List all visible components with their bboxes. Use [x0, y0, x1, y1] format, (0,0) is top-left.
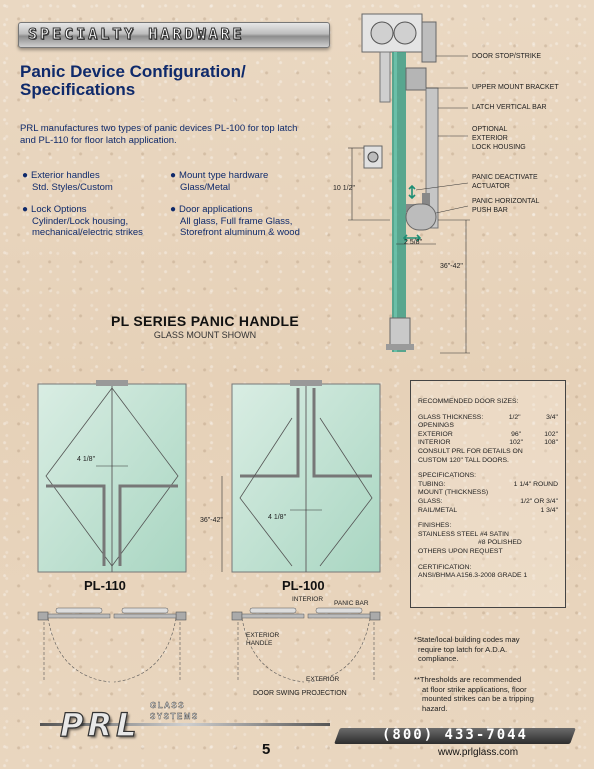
spec-certification-value: ANSI/BHMA A156.3-2008 GRADE 1	[418, 572, 528, 580]
page-title	[20, 63, 320, 99]
label-optional-line3: LOCK HOUSING	[472, 144, 526, 151]
pl100-label: PL-100	[282, 578, 325, 593]
specifications-box	[410, 380, 566, 608]
bullet-exterior-handles	[22, 170, 172, 193]
dim-depth: 2 5/8"	[404, 239, 423, 246]
label-actuator-line1: PANIC DEACTIVATE	[472, 174, 538, 181]
bullet-detail: Cylinder/Lock housing,	[32, 215, 129, 227]
section-subtitle: GLASS MOUNT SHOWN	[153, 330, 257, 340]
pl110-door-diagram	[38, 378, 188, 574]
bullet-door-applications	[170, 204, 345, 239]
spec-label: INTERIOR	[418, 439, 451, 447]
label-actuator	[472, 173, 538, 191]
page-number: 5	[262, 741, 271, 758]
bullet-title: Mount type hardware	[179, 170, 269, 181]
spec-value: 1 3/4"	[540, 506, 558, 514]
spec-mount: MOUNT (THICKNESS)	[418, 489, 489, 497]
phone-number: (800) 433-7044	[381, 727, 528, 743]
plan-panic-bar-label: PANIC BAR	[334, 600, 369, 607]
plan-exterior-handle-line1: EXTERIOR	[246, 632, 280, 639]
pl110-label: PL-110	[84, 578, 126, 593]
website-link[interactable]: www.prlglass.com	[438, 747, 519, 758]
note-ada	[414, 635, 574, 664]
spec-heading: RECOMMENDED DOOR SIZES:	[418, 398, 519, 405]
label-actuator-line2: ACTUATOR	[472, 183, 510, 190]
spec-label: GLASS THICKNESS:	[418, 413, 484, 421]
spec-label: TUBING:	[418, 480, 446, 488]
label-pushbar-line2: PUSH BAR	[472, 207, 508, 214]
spec-finish-2: #8 POLISHED	[478, 539, 522, 547]
spec-certification-heading: CERTIFICATION:	[418, 563, 472, 571]
bullet-lock-options	[22, 204, 172, 239]
spec-value: 1/2" OR 3/4"	[520, 497, 558, 505]
bullet-dot: ●	[22, 204, 29, 215]
plan-view-pl110	[38, 606, 188, 686]
note-thresholds-line4: hazard.	[422, 703, 448, 713]
bullet-title: Exterior handles	[31, 170, 100, 181]
plan-swing-label: DOOR SWING PROJECTION	[253, 690, 347, 697]
spec-finish-3: OTHERS UPON REQUEST	[418, 547, 503, 555]
intro-line1: PRL manufactures two types of panic devices PL-100 for top latch	[20, 123, 298, 134]
spec-value-a: 1/2"	[508, 413, 521, 421]
note-ada-line2: require top latch for A.D.A.	[418, 644, 508, 654]
spec-finish-1: STAINLESS STEEL #4 SATIN	[418, 530, 509, 538]
spec-glass	[418, 498, 558, 507]
spec-value-a: 102"	[509, 439, 523, 447]
intro-line2: and PL-110 for floor latch application.	[20, 135, 177, 146]
plan-interior-label: INTERIOR	[292, 596, 324, 603]
bullet-detail2: mechanical/electric strikes	[32, 227, 143, 238]
note-thresholds-line3: mounted strikes can be a tripping	[422, 694, 534, 703]
company-logo: PRL	[60, 706, 141, 744]
label-optional-line1: OPTIONAL	[472, 126, 508, 133]
spec-tubing	[418, 481, 558, 490]
page-title-line1: Panic Device Configuration/	[20, 62, 246, 81]
spec-interior	[418, 439, 558, 448]
spec-value-b: 102"	[544, 430, 558, 438]
label-push-bar	[472, 197, 539, 215]
plan-exterior-handle-line2: HANDLE	[246, 640, 273, 647]
plan-exterior-handle-label	[246, 632, 279, 648]
label-pushbar-line1: PANIC HORIZONTAL	[472, 198, 540, 205]
bullet-detail: Glass/Metal	[180, 181, 231, 193]
label-upper-mount: UPPER MOUNT BRACKET	[472, 84, 559, 91]
intro-text	[20, 123, 345, 147]
spec-value-a: 96"	[511, 430, 522, 438]
logo-systems-text: SYSTEMS	[150, 712, 199, 721]
plan-exterior-label: EXTERIOR	[306, 676, 340, 683]
spec-consult-line1: CONSULT PRL FOR DETAILS ON	[418, 447, 523, 455]
bullet-title: Door applications	[179, 204, 253, 215]
dim-lock-height: 10 1/2"	[333, 185, 355, 192]
dim-bar-height: 36"-42"	[440, 263, 463, 270]
spec-label: GLASS:	[418, 497, 443, 505]
spec-label: EXTERIOR	[418, 430, 453, 438]
banner-title: SPECIALTY HARDWARE	[28, 25, 245, 43]
label-optional-lock	[472, 125, 526, 152]
note-thresholds-line1: **Thresholds are recommended	[414, 675, 522, 684]
dim-pl100-height: 36"-42"	[200, 517, 223, 524]
spec-finishes-heading: FINISHES:	[418, 522, 452, 530]
logo-glass-text: GLASS	[150, 701, 186, 710]
bullet-detail: Std. Styles/Custom	[32, 181, 113, 193]
spec-value-b: 108"	[544, 439, 558, 447]
label-latch-bar: LATCH VERTICAL BAR	[472, 104, 547, 111]
spec-glass-thickness	[418, 414, 558, 423]
spec-consult-line2: CUSTOM 120" TALL DOORS.	[418, 456, 509, 464]
spec-openings: OPENINGS	[418, 422, 454, 430]
spec-exterior	[418, 431, 558, 440]
bullet-mount-type	[170, 170, 340, 193]
bullet-detail: All glass, Full frame Glass,	[180, 215, 293, 227]
note-ada-line1: *State/local building codes may	[414, 635, 520, 644]
side-elevation-diagram	[340, 8, 590, 368]
bullet-title: Lock Options	[31, 204, 87, 215]
pl100-door-diagram	[232, 378, 382, 574]
bullet-dot: ●	[170, 204, 177, 215]
spec-rail	[418, 507, 558, 516]
spec-value-b: 3/4"	[546, 413, 558, 421]
spec-label: RAIL/METAL	[418, 506, 458, 514]
label-optional-line2: EXTERIOR	[472, 135, 508, 142]
page-title-line2: Specifications	[20, 80, 136, 99]
section-title: PL SERIES PANIC HANDLE	[110, 313, 300, 329]
dim-pl110-offset: 4 1/8"	[77, 456, 96, 463]
note-thresholds-line2: at floor strike applications, floor	[422, 684, 527, 694]
note-thresholds	[414, 675, 579, 713]
note-ada-line3: compliance.	[418, 654, 459, 663]
bullet-dot: ●	[22, 170, 29, 181]
spec-specifications-heading: SPECIFICATIONS:	[418, 472, 477, 480]
spec-value: 1 1/4" ROUND	[513, 480, 558, 488]
bullet-detail2: Storefront aluminum & wood	[180, 227, 300, 238]
bullet-dot: ●	[170, 170, 177, 181]
dim-pl100-offset: 4 1/8"	[268, 514, 287, 521]
label-door-stop: DOOR STOP/STRIKE	[472, 53, 542, 60]
